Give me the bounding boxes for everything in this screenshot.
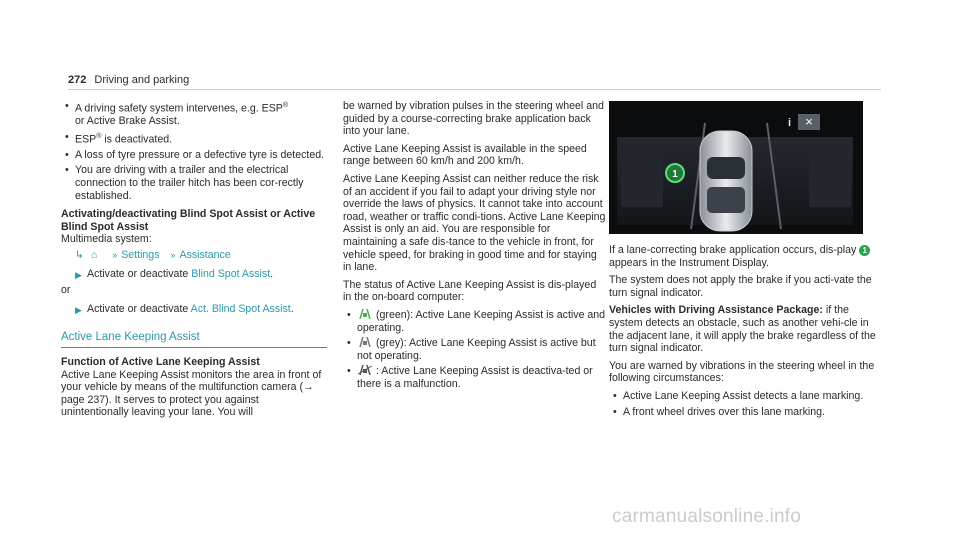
chapter-title: Driving and parking [94,74,190,86]
return-arrow-icon: ↳ [75,249,84,261]
instrument-display-graphic [609,101,863,234]
status-item-grey [343,337,607,362]
lane-keeping-grey-icon [357,337,373,347]
menu-settings[interactable]: Settings [121,249,160,261]
paragraph: Active Lane Keeping Assist can neither reduce the risk of an accident if you fail to adapt your driving style nor override the laws of physics. It cannot take into account road, weather or traffic condi-tions. Active Lane Keeping Assist is only an aid. You are responsible for maintaining a safe dis-tance to the vehicle in front, for vehicle speed, for braking in good time and for staying in lane. [343,172,606,274]
bullet-text: ESP [75,133,97,146]
paragraph [609,304,881,354]
instrument-display-image [609,101,863,234]
page-number: 272 [68,74,87,86]
page-header [68,74,189,86]
list-item [61,131,327,146]
home-icon[interactable]: ⌂ [90,249,98,261]
column-middle [343,100,607,393]
intro-paragraph: Active Lane Keeping Assist monitors the area in front of your vehicle by means of the multifunction camera (→ page 237). It serves to protect you against unintentionally leaving your lane. You will [61,368,322,419]
column-right [609,244,881,421]
menu-assistance[interactable]: Assistance [179,249,231,261]
instruction-step: ▶ Activate or deactivate Blind Spot Assist. [61,268,327,281]
callout-badge: 1 [859,245,870,256]
list-item: • You are driving with a trailer and the electrical connection to the trailer hitch has been cor-rectly established. [61,164,327,202]
chevron-icon: » [170,250,176,260]
column-left [61,100,327,419]
paragraph: The status of Active Lane Keeping Assist is dis-played in the on-board computer: [343,278,597,304]
bullet-text-cont: is deactivated. [101,133,173,146]
status-text: (green): Active Lane Keeping Assist is active and operating. [357,308,606,334]
list-item: • A front wheel drives over this lane marking. [609,406,881,419]
paragraph-text: appears in the Instrument Display. [609,256,769,269]
registered-mark: ® [96,132,102,140]
paragraph: You are warned by vibrations in the steering wheel in the following circumstances: [609,359,875,385]
status-text: (grey): Active Lane Keeping Assist is active but not operating. [357,337,596,362]
paragraph: Active Lane Keeping Assist is available in the speed range between 60 km/h and 200 km/h. [343,142,587,168]
menu-path [75,249,327,262]
step-text: Activate or deactivate [87,302,191,315]
callout-marker: 1 [672,169,678,180]
list-item: • Active Lane Keeping Assist detects a lane marking. [609,390,881,403]
list-item: • A loss of tyre pressure or a defective tyre is detected. [61,149,327,162]
system-label: Multimedia system: [61,233,152,246]
paragraph: be warned by vibration pulses in the steering wheel and guided by a course-correcting brake application back into your lane. [343,100,604,138]
paragraph-text: If a lane-correcting brake application occurs, dis-play [609,244,860,256]
section-title: Active Lane Keeping Assist [61,331,327,348]
chevron-icon: » [112,250,118,260]
section-heading: Activating/deactivating Blind Spot Assist or Active Blind Spot Assist [61,208,316,233]
paragraph: The system does not apply the brake if you acti-vate the turn signal indicator. [609,274,872,299]
watermark: carmanualsonline.info [612,506,802,527]
list-item [61,100,327,128]
active-blind-spot-assist-option[interactable]: Act. Blind Spot Assist [190,302,291,315]
status-item-green [343,309,607,334]
lane-keeping-green-icon [357,309,373,319]
bullet-text-cont: or Active Brake Assist. [75,115,180,128]
instruction-step: ▶ Activate or deactivate Act. Blind Spot Assist. [61,303,327,316]
or-text: or [61,284,71,297]
registered-mark: ® [282,102,289,109]
bullet-text: A driving safety system intervenes, e.g. ESP [75,102,283,115]
paragraph-lead: Vehicles with Driving Assistance Package: [609,304,823,317]
status-text: : Active Lane Keeping Assist is deactiva-ted or there is a malfunction. [357,365,593,390]
status-item-off [343,365,607,390]
step-text: Activate or deactivate [87,267,192,280]
header-divider [68,89,881,90]
subsection-heading: Function of Active Lane Keeping Assist [61,355,260,368]
close-icon[interactable]: × [805,114,813,129]
blind-spot-assist-option[interactable]: Blind Spot Assist [191,267,271,280]
paragraph [609,244,881,269]
paragraph-text: if the system detects an obstacle, such as another vehi-cle in the adjacent lane, it will apply the brake regardless of the turn signal indicator. [609,304,876,355]
lane-keeping-off-icon [357,365,373,375]
info-icon[interactable]: i [788,117,792,129]
